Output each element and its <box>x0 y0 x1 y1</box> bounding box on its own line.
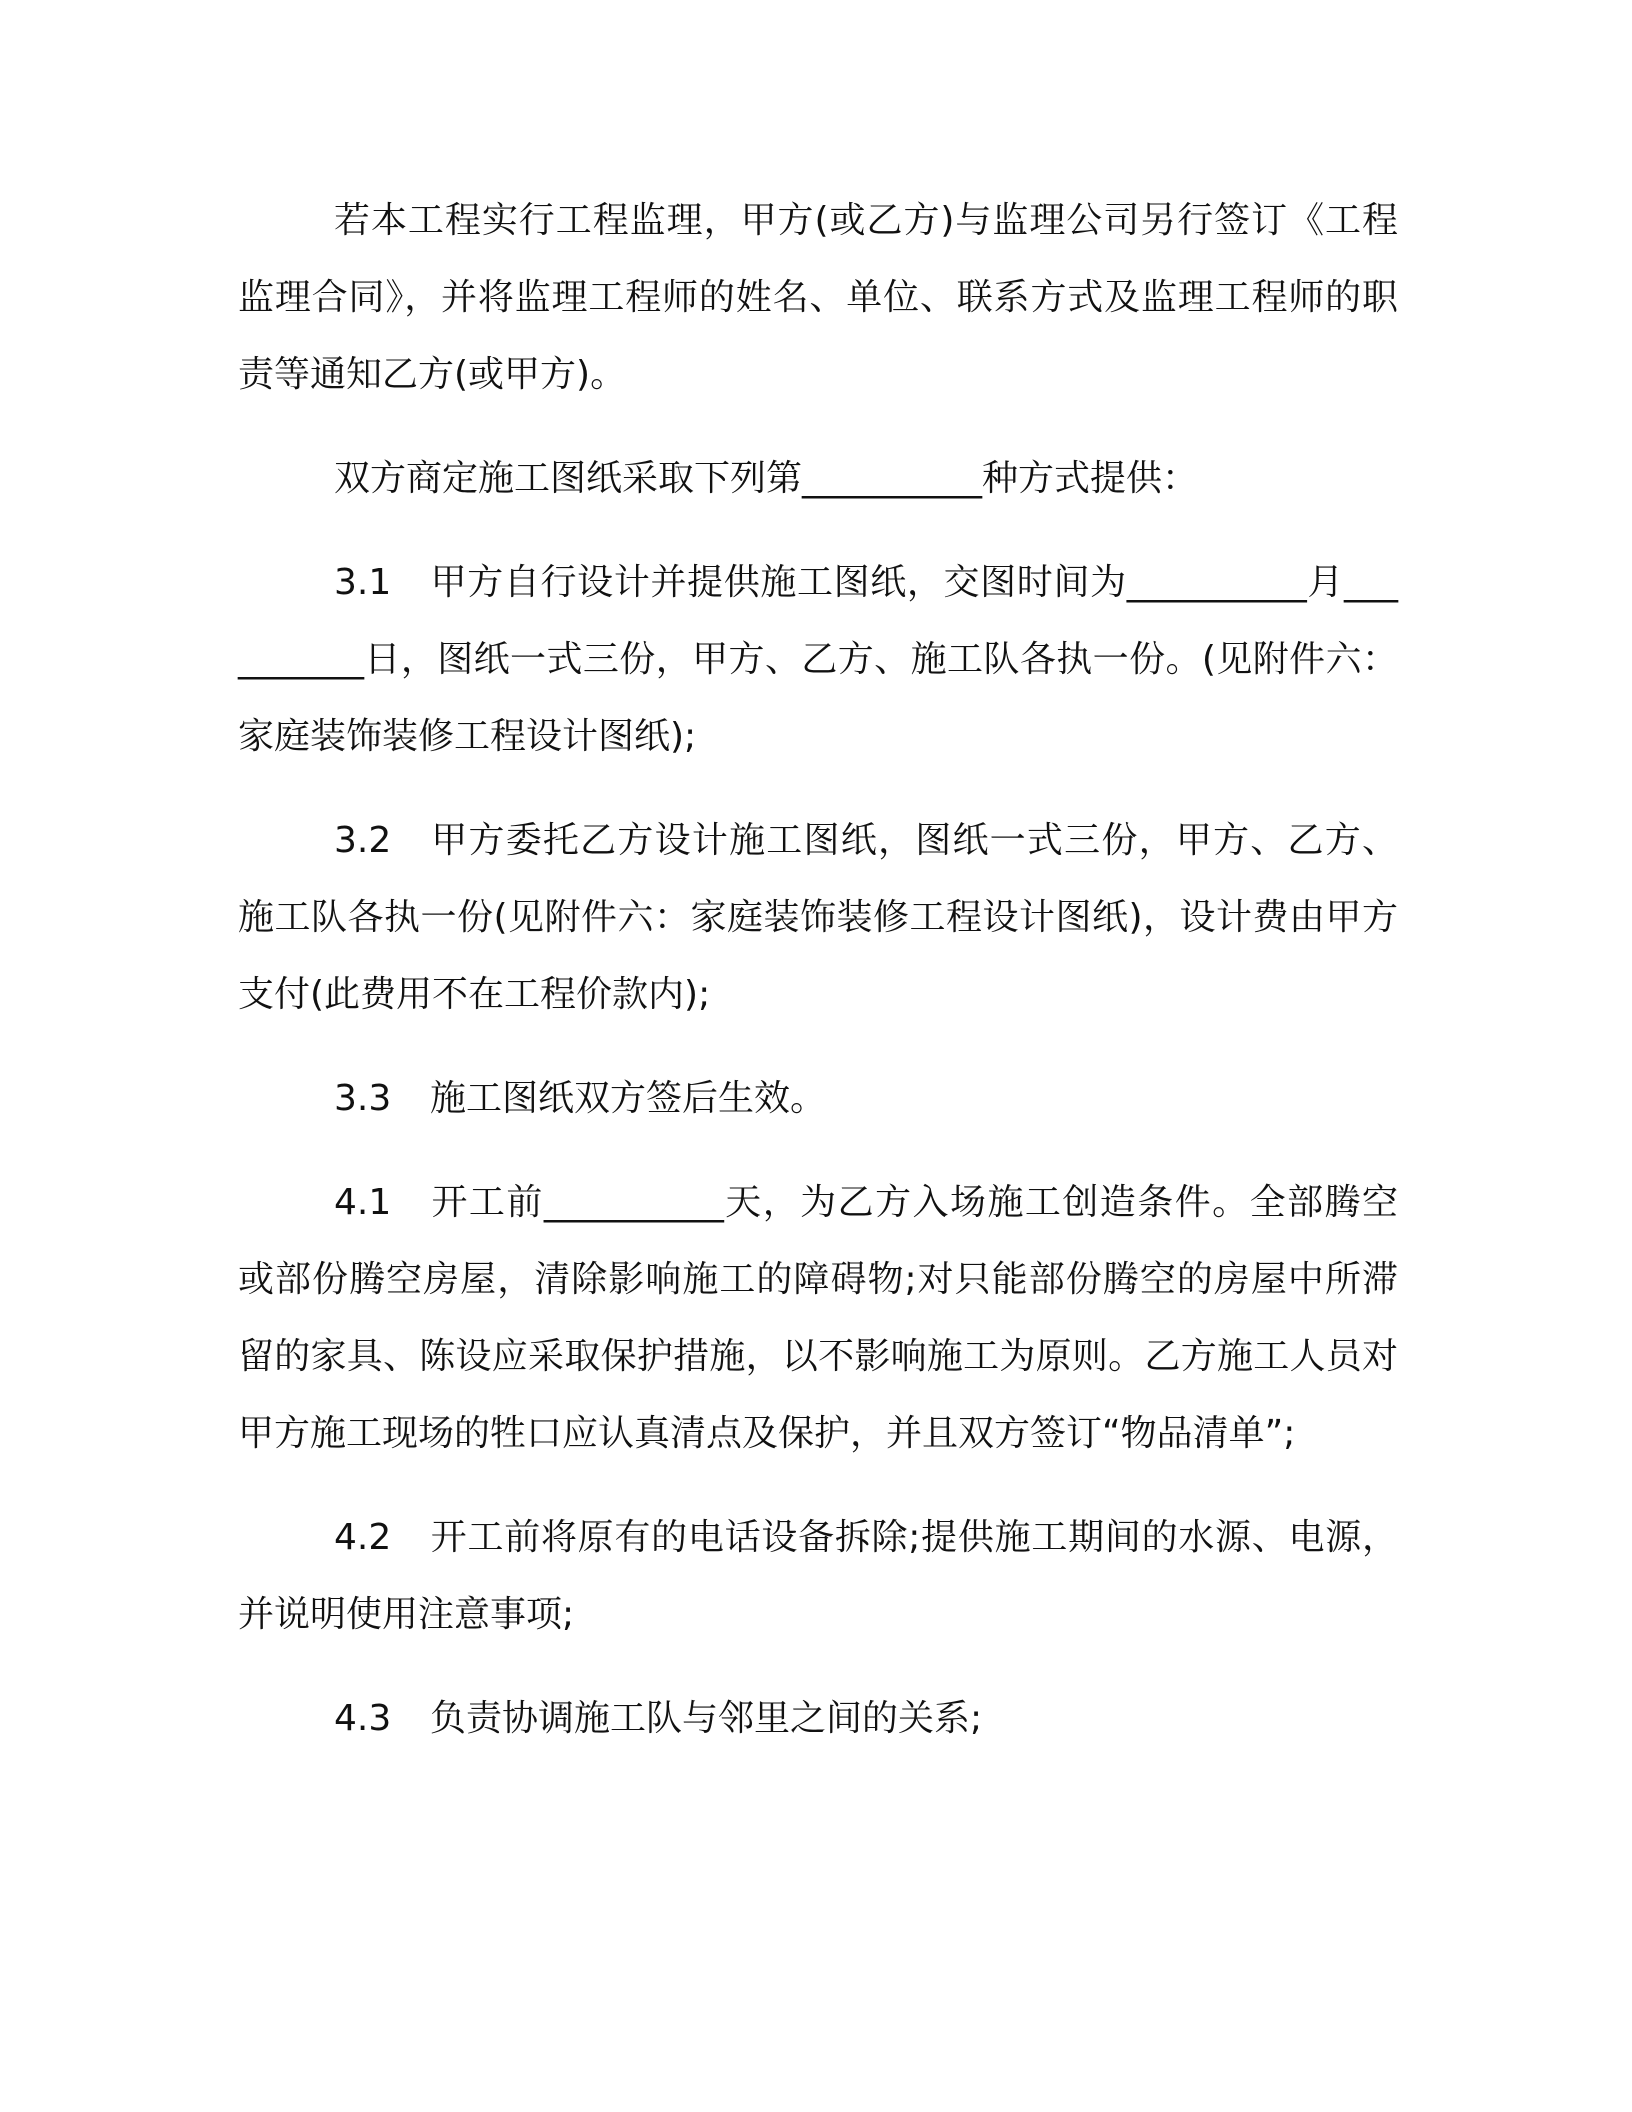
clause-text: 甲方自行设计并提供施工图纸，交图时间为__________月__________日，图纸一式三份，甲方、乙方、施工队各执一份。(见附件六：家庭装饰装修工程设计图纸); <box>238 562 1398 757</box>
clause-4-3 <box>238 1680 1398 1757</box>
clause-4-2 <box>238 1499 1398 1653</box>
clause-text: 开工前__________天，为乙方入场施工创造条件。全部腾空或部份腾空房屋，清除影响施工的障碍物;对只能部份腾空的房屋中所滞留的家具、陈设应采取保护措施，以不影响施工为原则。乙方施工人员对甲方施工现场的牲口应认真清点及保护，并且双方签订“物品清单”; <box>238 1182 1398 1454</box>
clause-text: 施工图纸双方签后生效。 <box>430 1078 827 1119</box>
paragraph-text: 双方商定施工图纸采取下列第__________种方式提供： <box>334 458 1199 499</box>
clause-3-1 <box>238 544 1398 775</box>
clause-number: 3.1 <box>334 562 392 603</box>
clause-number: 4.1 <box>334 1182 392 1223</box>
paragraph-drawing-method <box>238 440 1398 517</box>
paragraph-supervision <box>238 182 1398 413</box>
clause-number: 4.3 <box>334 1698 392 1739</box>
clause-number: 3.3 <box>334 1078 392 1119</box>
paragraph-text: 若本工程实行工程监理，甲方(或乙方)与监理公司另行签订《工程监理合同》，并将监理工程师的姓名、单位、联系方式及监理工程师的职责等通知乙方(或甲方)。 <box>238 200 1398 395</box>
clause-number: 3.2 <box>334 820 392 861</box>
clause-number: 4.2 <box>334 1517 392 1558</box>
document-page <box>238 182 1398 1784</box>
clause-text: 开工前将原有的电话设备拆除;提供施工期间的水源、电源，并说明使用注意事项; <box>238 1517 1398 1635</box>
clause-3-2 <box>238 802 1398 1033</box>
clause-text: 负责协调施工队与邻里之间的关系; <box>430 1698 983 1739</box>
clause-text: 甲方委托乙方设计施工图纸，图纸一式三份，甲方、乙方、施工队各执一份(见附件六：家庭装饰装修工程设计图纸)，设计费由甲方支付(此费用不在工程价款内); <box>238 820 1398 1015</box>
clause-3-3 <box>238 1060 1398 1137</box>
clause-4-1 <box>238 1164 1398 1472</box>
